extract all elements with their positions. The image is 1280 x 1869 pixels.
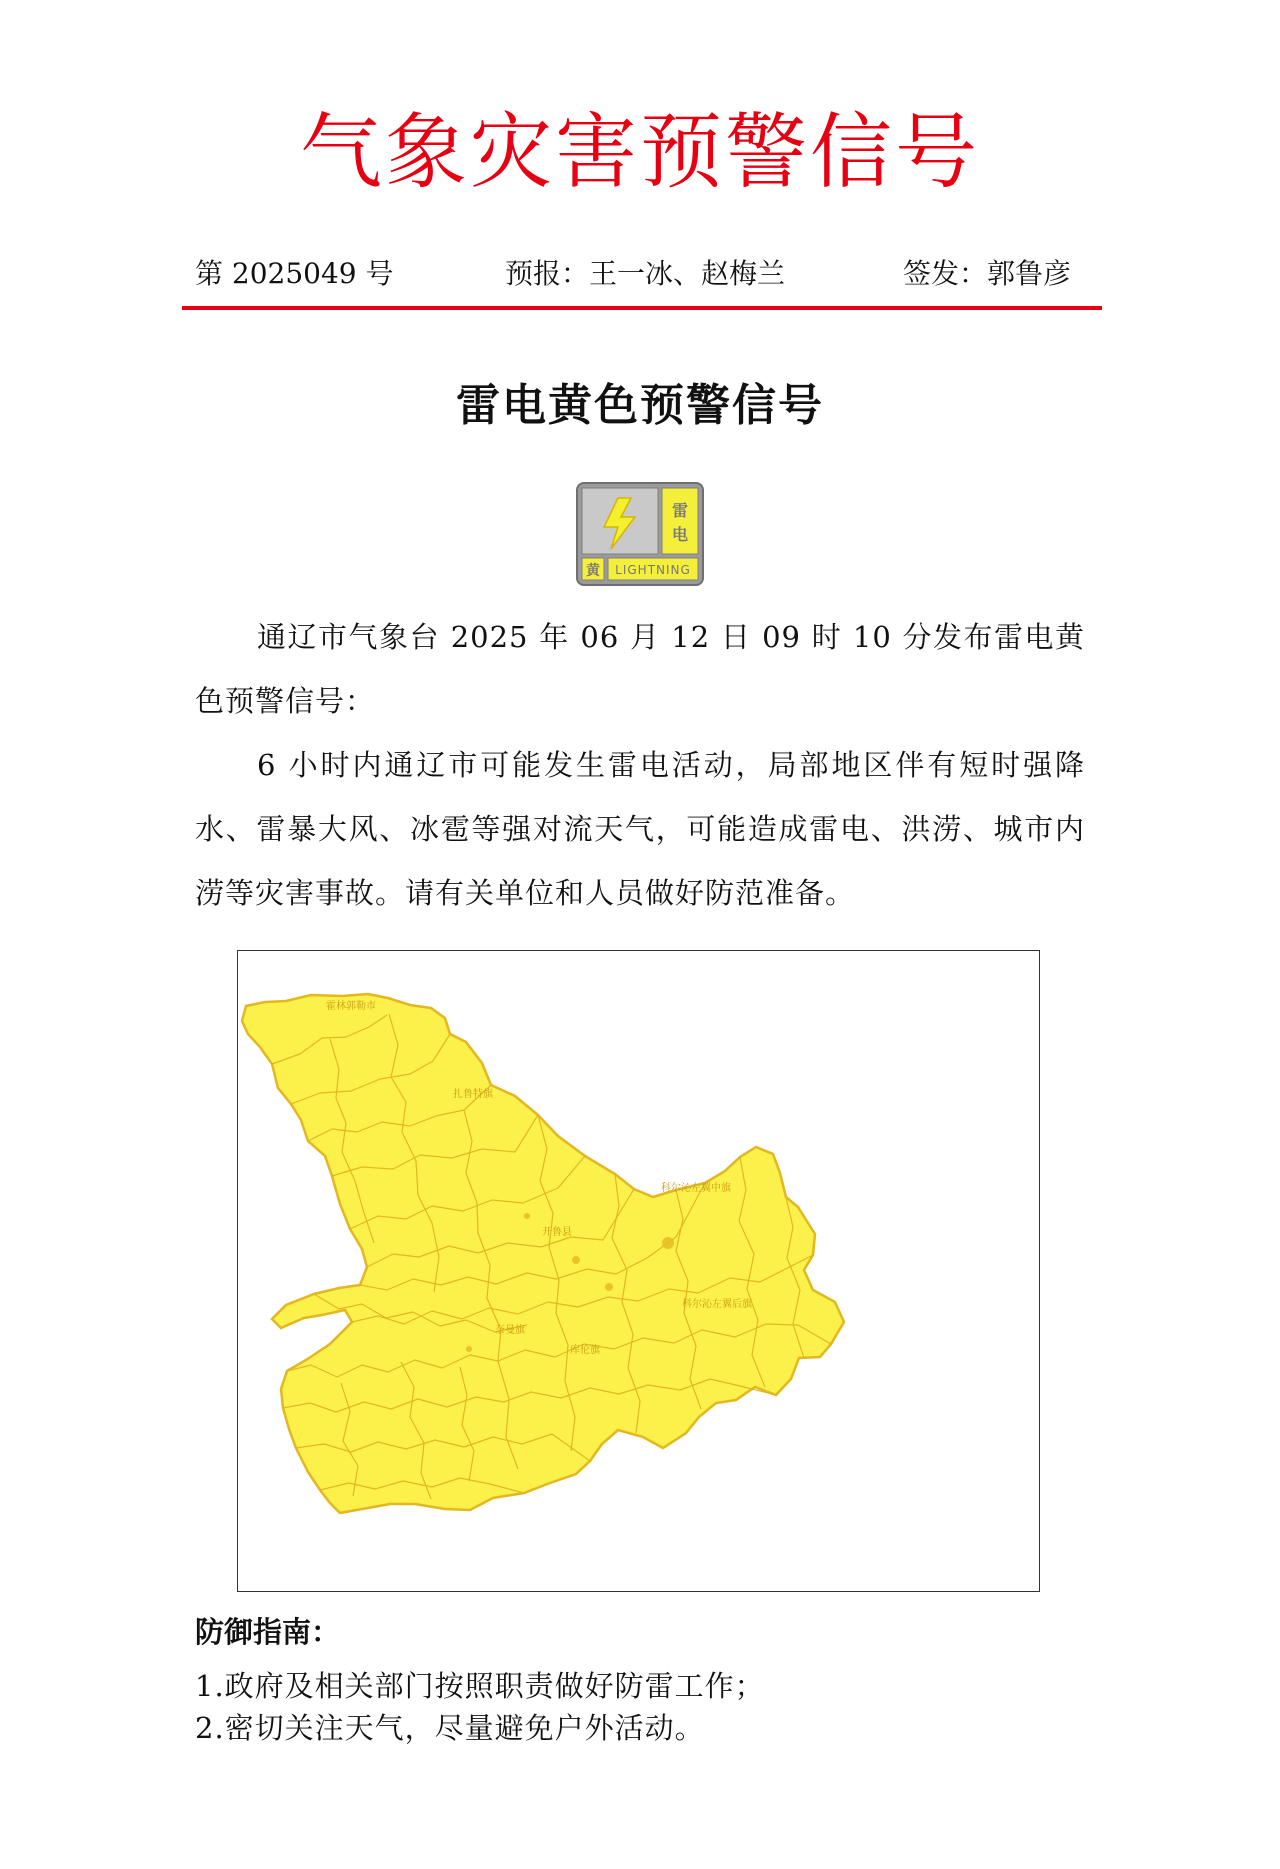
issue-paragraph: 通辽市气象台 2025 年 06 月 12 日 09 时 10 分发布雷电黄色预警信号： — [195, 620, 1085, 718]
icon-character-lei: 雷 — [671, 501, 689, 520]
map-label-kailu: 开鲁县 — [542, 1227, 572, 1238]
lightning-yellow-warning-icon — [576, 482, 704, 586]
lightning-character-panel — [662, 488, 698, 554]
urban-area — [572, 1256, 580, 1264]
tongliao-warning-map-svg — [238, 951, 1041, 1593]
map-label-keerqin-zuoyi-zhongqi: 科尔沁左翼中旗 — [661, 1183, 731, 1194]
warning-map — [237, 950, 1040, 1592]
signal-title: 雷电黄色预警信号 — [456, 380, 824, 431]
urban-area — [466, 1346, 472, 1352]
map-label-zhalute: 扎鲁特旗 — [453, 1089, 493, 1100]
lightning-warning-svg — [576, 482, 704, 586]
icon-lightning-text: LIGHTNING — [615, 563, 691, 577]
forecast-authors: 预报：王一冰、赵梅兰 — [505, 257, 786, 290]
signer: 签发：郭鲁彦 — [903, 257, 1072, 290]
warning-number: 第 2025049 号 — [195, 257, 394, 290]
icon-character-huang: 黄 — [586, 563, 600, 579]
map-label-huolinguole: 霍林郭勒市 — [326, 1001, 376, 1012]
map-label-naiman: 奈曼旗 — [495, 1325, 525, 1336]
map-label-keerqin-zuoyi-houqi: 科尔沁左翼后旗 — [682, 1299, 752, 1310]
urban-area — [605, 1283, 613, 1291]
icon-character-dian: 电 — [671, 525, 689, 544]
urban-area — [662, 1237, 674, 1249]
header-divider — [182, 306, 1102, 310]
warning-detail-paragraph: 6 小时内通辽市可能发生雷电活动，局部地区伴有短时强降水、雷暴大风、冰雹等强对流天气，可能造成雷电、洪涝、城市内涝等灾害事故。请有关单位和人员做好防范准备。 — [195, 748, 1085, 910]
defense-guide-title: 防御指南： — [195, 1615, 341, 1649]
document-title: 气象灾害预警信号 — [299, 105, 980, 200]
map-label-kulun: 库伦旗 — [570, 1345, 600, 1356]
defense-guide-item-1: 1.政府及相关部门按照职责做好防雷工作； — [195, 1669, 765, 1703]
urban-area — [524, 1213, 530, 1219]
defense-guide-item-2: 2.密切关注天气，尽量避免户外活动。 — [195, 1711, 705, 1745]
